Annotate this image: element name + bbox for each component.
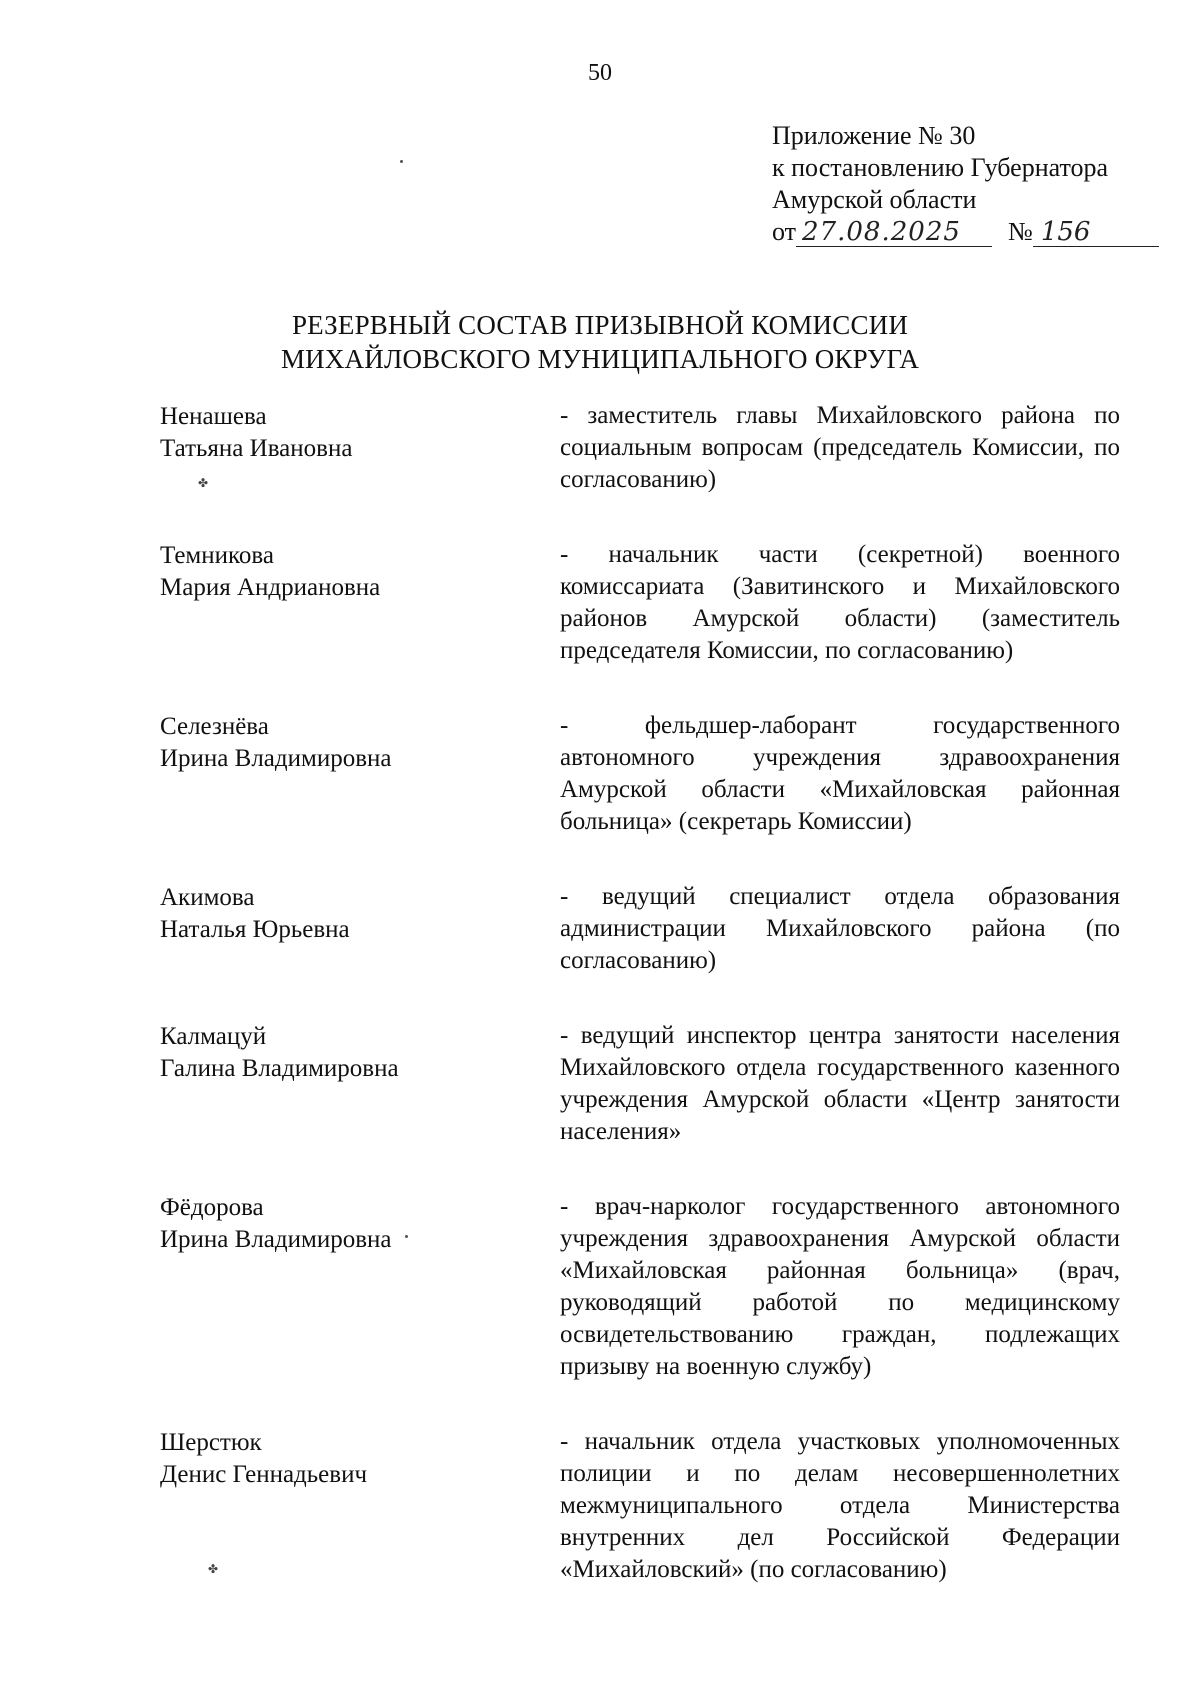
member-entry xyxy=(160,881,1120,977)
member-role: - ведущий инспектор центра занятости населения Михайловского отдела государственного казенного учреждения Амурской области «Центр занятости населения» xyxy=(560,1022,1120,1145)
scan-speck-mark: ✤ xyxy=(198,476,209,490)
member-surname: Шерстюк xyxy=(160,1429,262,1456)
member-entry xyxy=(160,1191,1120,1383)
member-surname: Темникова xyxy=(160,542,274,569)
member-entry xyxy=(160,400,1120,496)
member-surname: Акимова xyxy=(160,884,255,911)
handwritten-date: 27.08.2025 xyxy=(796,218,992,247)
member-given-name: Ирина Владимировна xyxy=(160,1226,392,1253)
scan-speck xyxy=(400,160,403,163)
member-entry xyxy=(160,539,1120,667)
page-number: 50 xyxy=(588,60,612,86)
members-list xyxy=(160,400,1120,1586)
member-name xyxy=(160,539,560,604)
appendix-line-2: к постановлению Губернатора xyxy=(772,153,1109,182)
title-line-1: РЕЗЕРВНЫЙ СОСТАВ ПРИЗЫВНОЙ КОМИССИИ xyxy=(291,310,909,340)
member-name xyxy=(160,1020,560,1085)
member-surname: Фёдорова xyxy=(160,1194,264,1221)
member-entry xyxy=(160,710,1120,838)
appendix-line-3: Амурской области xyxy=(772,185,977,214)
member-name xyxy=(160,710,560,775)
member-surname: Ненашева xyxy=(160,403,267,430)
document-title xyxy=(0,308,1200,376)
member-role: - заместитель главы Михайловского района по социальным вопросам (председатель Комиссии, по согласованию) xyxy=(560,402,1120,493)
number-prefix: № xyxy=(1008,217,1033,246)
member-role: - ведущий специалист отдела образования администрации Михайловского района (по согласованию) xyxy=(560,883,1120,974)
member-name xyxy=(160,400,560,465)
member-role: - начальник отдела участковых уполномоченных полиции и по делам несовершеннолетних межмуниципального отдела Министерства внутренних дел Российской Федерации «Михайловский» (по согласованию) xyxy=(560,1428,1120,1583)
appendix-date-number-line xyxy=(772,216,1159,248)
member-given-name: Татьяна Ивановна xyxy=(160,435,353,462)
scan-speck-mark: ✤ xyxy=(208,1562,219,1576)
member-given-name: Ирина Владимировна xyxy=(160,745,392,772)
member-entry xyxy=(160,1426,1120,1586)
member-given-name: Денис Геннадьевич xyxy=(160,1461,368,1488)
appendix-line-1: Приложение № 30 xyxy=(772,121,976,150)
date-prefix: от xyxy=(772,217,797,246)
member-name xyxy=(160,1191,560,1256)
member-role: - врач-нарколог государственного автономного учреждения здравоохранения Амурской области «Михайловская районная больница» (врач, руководящий работой по медицинскому освидетельствованию граждан, подлежащих призыву на военную службу) xyxy=(560,1193,1120,1380)
title-line-2: МИХАЙЛОВСКОГО МУНИЦИПАЛЬНОГО ОКРУГА xyxy=(280,344,920,374)
member-given-name: Галина Владимировна xyxy=(160,1055,399,1082)
appendix-block xyxy=(772,120,1159,248)
member-surname: Селезнёва xyxy=(160,713,269,740)
scan-speck xyxy=(405,1235,408,1238)
member-role: - фельдшер-лаборант государственного автономного учреждения здравоохранения Амурской области «Михайловская районная больница» (секретарь Комиссии) xyxy=(560,712,1120,835)
member-name xyxy=(160,881,560,946)
member-given-name: Мария Андриановна xyxy=(160,574,381,601)
handwritten-number: 156 xyxy=(1033,218,1159,247)
member-entry xyxy=(160,1020,1120,1148)
member-name xyxy=(160,1426,560,1491)
member-role: - начальник части (секретной) военного комиссариата (Завитинского и Михайловского районов Амурской области) (заместитель председателя Комиссии, по согласованию) xyxy=(560,541,1120,664)
member-given-name: Наталья Юрьевна xyxy=(160,916,350,943)
member-surname: Калмацуй xyxy=(160,1023,267,1050)
